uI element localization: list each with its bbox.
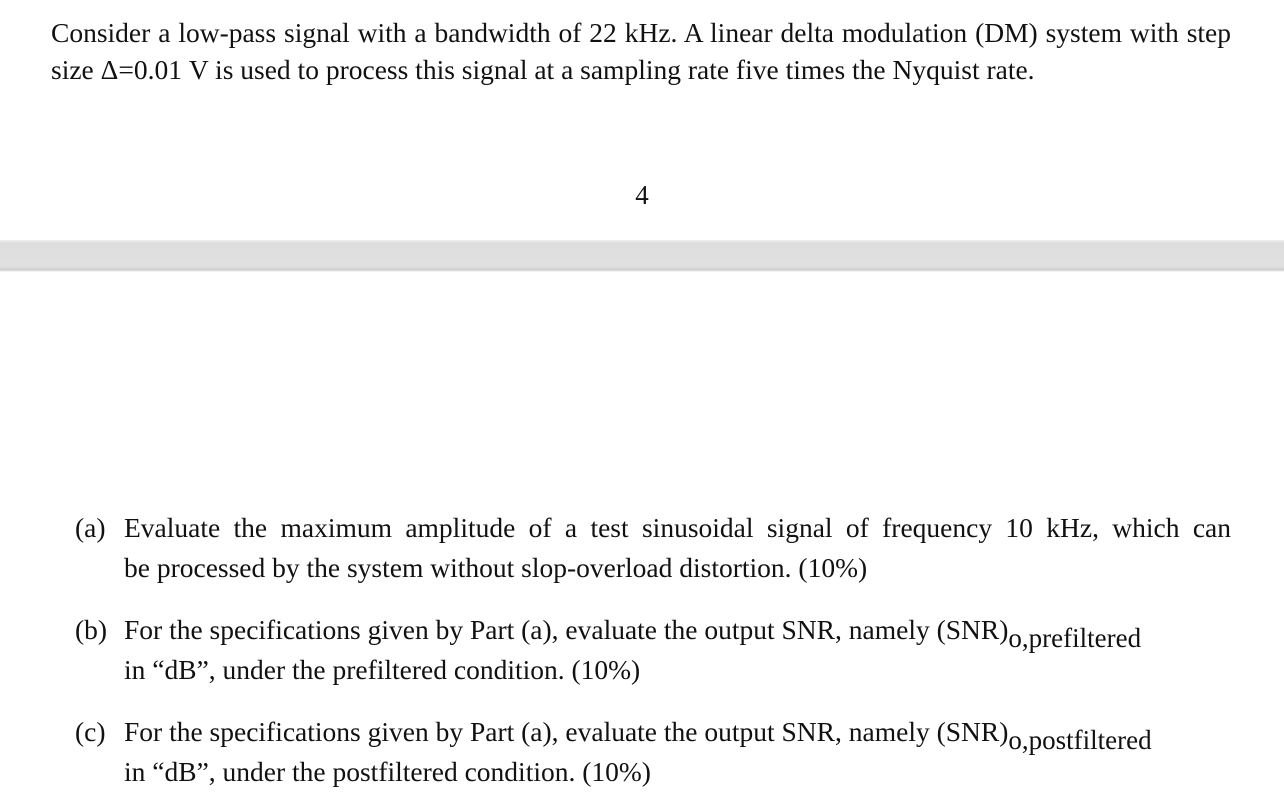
question-c xyxy=(75,712,1231,792)
question-b-marker: (b) xyxy=(75,614,108,645)
question-c-marker: (c) xyxy=(75,716,106,747)
question-b-line-2: in “dB”, under the prefiltered condition. (10%) xyxy=(124,654,641,685)
page-separator xyxy=(0,240,1284,272)
question-a-line-1: Evaluate the maximum amplitude of a test sinusoidal signal of frequency 10 kHz, which can xyxy=(124,512,1231,543)
question-list xyxy=(75,508,1231,792)
question-c-line-1 xyxy=(124,712,1231,755)
problem-statement: Consider a low-pass signal with a bandwidth of 22 kHz. A linear delta modulation (DM) system with step size Δ=0.01 V is used to process this signal at a sampling rate five times the Nyquist rate. xyxy=(51,17,1231,85)
question-c-line-1-text: For the specifications given by Part (a), evaluate the output SNR, namely (SNR) xyxy=(124,716,1009,747)
page-top xyxy=(0,0,1284,240)
question-a xyxy=(75,508,1231,588)
question-a-marker: (a) xyxy=(75,512,106,543)
question-c-subscript: o,postfiltered xyxy=(1008,725,1152,755)
page-number: 4 xyxy=(635,180,649,210)
question-b-line-1-text: For the specifications given by Part (a), evaluate the output SNR, namely (SNR) xyxy=(124,614,1009,645)
question-c-line-2: in “dB”, under the postfiltered condition. (10%) xyxy=(124,756,651,787)
question-b xyxy=(75,610,1231,690)
question-b-line-1 xyxy=(124,610,1231,653)
question-b-subscript: o,prefiltered xyxy=(1008,623,1142,653)
question-a-line-2: be processed by the system without slop-overload distortion. (10%) xyxy=(124,552,868,583)
